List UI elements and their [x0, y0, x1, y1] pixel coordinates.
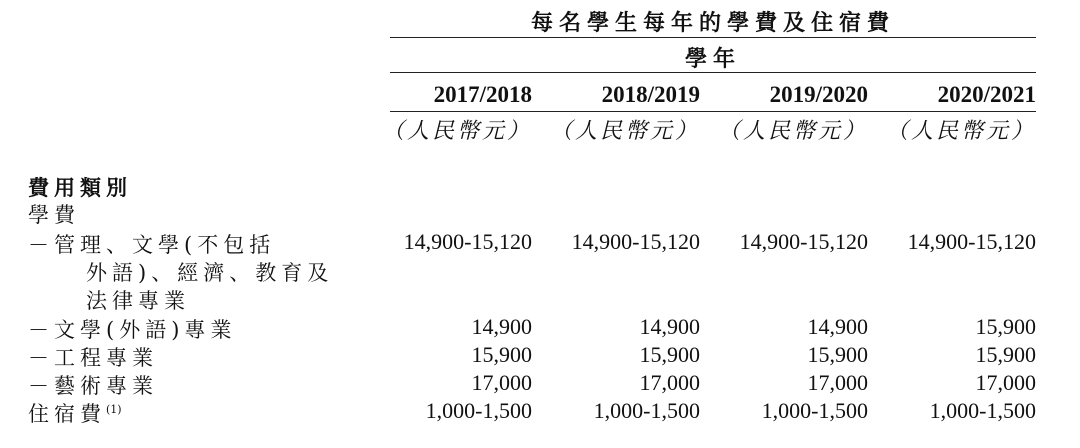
- year-header: 2017/2018: [433, 82, 532, 107]
- table-cell: 15,900: [471, 342, 532, 367]
- divider-line: [390, 111, 1036, 112]
- table-cell: 15,900: [639, 342, 700, 367]
- row-label: 法律專業: [86, 289, 190, 313]
- table-cell: 14,900: [807, 314, 868, 339]
- row-label: －管理、文學(不包括: [28, 233, 276, 257]
- currency-unit: （人民幣元）: [549, 119, 700, 144]
- table-cell: 14,900-15,120: [403, 229, 532, 254]
- table-cell: 17,000: [975, 370, 1036, 395]
- table-cell: 1,000-1,500: [593, 398, 700, 423]
- row-label: [28, 398, 122, 428]
- table-cell: 14,900-15,120: [571, 229, 700, 254]
- table-cell: 14,900: [639, 314, 700, 339]
- tuition-label: 學費: [28, 203, 80, 227]
- table-cell: 15,900: [975, 342, 1036, 367]
- table-cell: 1,000-1,500: [425, 398, 532, 423]
- category-header: 費用類別: [28, 175, 132, 200]
- row-label: 外語)、經濟、教育及: [86, 261, 334, 285]
- table-cell: 14,900-15,120: [907, 229, 1036, 254]
- row-label: －工程專業: [28, 346, 158, 370]
- footnote-marker: (1): [106, 403, 122, 416]
- currency-unit: （人民幣元）: [885, 119, 1036, 144]
- divider-line: [390, 37, 1036, 38]
- table-cell: 14,900-15,120: [739, 229, 868, 254]
- table-cell: 17,000: [807, 370, 868, 395]
- accommodation-label: 住宿費: [28, 402, 106, 426]
- year-header: 2019/2020: [769, 82, 868, 107]
- table-cell: 1,000-1,500: [761, 398, 868, 423]
- table-cell: 17,000: [639, 370, 700, 395]
- table-cell: 14,900: [471, 314, 532, 339]
- row-label: －文學(外語)專業: [28, 318, 237, 342]
- academic-year-header: 學年: [684, 46, 741, 72]
- currency-unit: （人民幣元）: [381, 119, 532, 144]
- table-cell: 1,000-1,500: [929, 398, 1036, 423]
- table-cell: 15,900: [807, 342, 868, 367]
- divider-line: [390, 72, 1036, 73]
- currency-unit: （人民幣元）: [717, 119, 868, 144]
- row-label: －藝術專業: [28, 374, 158, 398]
- year-header: 2020/2021: [937, 82, 1036, 107]
- table-cell: 17,000: [471, 370, 532, 395]
- table-cell: 15,900: [975, 314, 1036, 339]
- year-header: 2018/2019: [601, 82, 700, 107]
- table-title: 每名學生每年的學費及住宿費: [530, 10, 895, 36]
